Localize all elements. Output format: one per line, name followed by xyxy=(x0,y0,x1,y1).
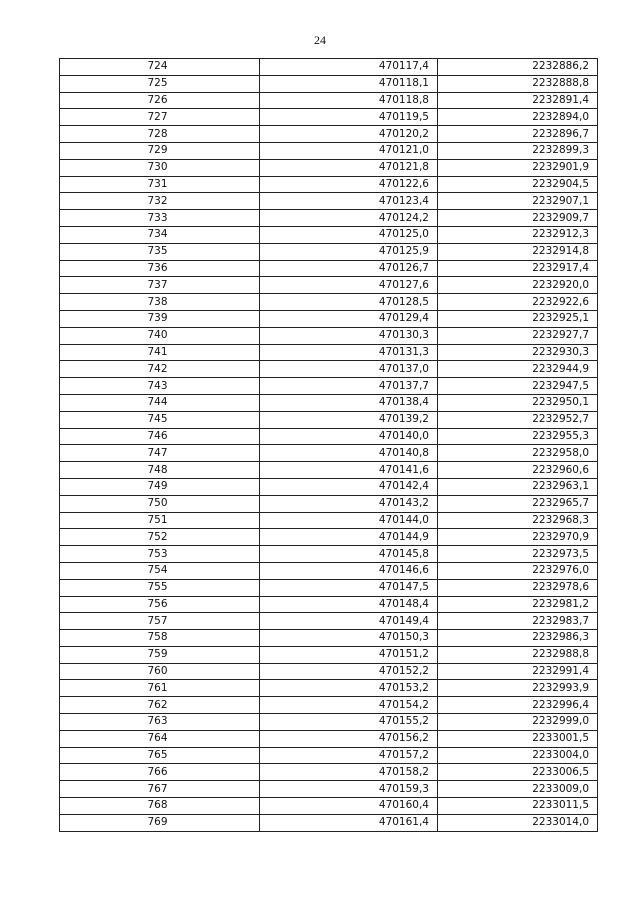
y-coordinate-cell: 2232912,3 xyxy=(438,226,598,243)
table-row xyxy=(60,59,598,76)
point-number-cell: 767 xyxy=(60,781,260,798)
y-coordinate-cell: 2232973,5 xyxy=(438,546,598,563)
table-row xyxy=(60,327,598,344)
point-number-cell: 729 xyxy=(60,142,260,159)
x-coordinate-cell: 470118,8 xyxy=(260,92,438,109)
coordinates-table-body xyxy=(60,59,598,832)
y-coordinate-cell: 2232930,3 xyxy=(438,344,598,361)
x-coordinate-cell: 470160,4 xyxy=(260,798,438,815)
x-coordinate-cell: 470126,7 xyxy=(260,260,438,277)
y-coordinate-cell: 2233001,5 xyxy=(438,730,598,747)
table-row xyxy=(60,176,598,193)
point-number-cell: 765 xyxy=(60,747,260,764)
table-row xyxy=(60,613,598,630)
x-coordinate-cell: 470125,9 xyxy=(260,243,438,260)
y-coordinate-cell: 2232909,7 xyxy=(438,210,598,227)
y-coordinate-cell: 2232999,0 xyxy=(438,714,598,731)
table-row xyxy=(60,92,598,109)
y-coordinate-cell: 2232981,2 xyxy=(438,596,598,613)
y-coordinate-cell: 2232996,4 xyxy=(438,697,598,714)
table-row xyxy=(60,193,598,210)
x-coordinate-cell: 470123,4 xyxy=(260,193,438,210)
x-coordinate-cell: 470154,2 xyxy=(260,697,438,714)
y-coordinate-cell: 2232907,1 xyxy=(438,193,598,210)
y-coordinate-cell: 2232950,1 xyxy=(438,394,598,411)
y-coordinate-cell: 2232888,8 xyxy=(438,75,598,92)
table-row xyxy=(60,798,598,815)
y-coordinate-cell: 2232927,7 xyxy=(438,327,598,344)
point-number-cell: 737 xyxy=(60,277,260,294)
point-number-cell: 735 xyxy=(60,243,260,260)
x-coordinate-cell: 470137,0 xyxy=(260,361,438,378)
y-coordinate-cell: 2232922,6 xyxy=(438,294,598,311)
point-number-cell: 747 xyxy=(60,445,260,462)
table-row xyxy=(60,529,598,546)
y-coordinate-cell: 2232891,4 xyxy=(438,92,598,109)
y-coordinate-cell: 2233011,5 xyxy=(438,798,598,815)
table-row xyxy=(60,730,598,747)
table-row xyxy=(60,394,598,411)
y-coordinate-cell: 2232965,7 xyxy=(438,495,598,512)
table-row xyxy=(60,142,598,159)
table-row xyxy=(60,646,598,663)
table-row xyxy=(60,361,598,378)
point-number-cell: 746 xyxy=(60,428,260,445)
point-number-cell: 728 xyxy=(60,126,260,143)
y-coordinate-cell: 2233004,0 xyxy=(438,747,598,764)
y-coordinate-cell: 2233009,0 xyxy=(438,781,598,798)
y-coordinate-cell: 2232960,6 xyxy=(438,462,598,479)
y-coordinate-cell: 2232993,9 xyxy=(438,680,598,697)
table-row xyxy=(60,75,598,92)
point-number-cell: 760 xyxy=(60,663,260,680)
x-coordinate-cell: 470124,2 xyxy=(260,210,438,227)
y-coordinate-cell: 2232978,6 xyxy=(438,579,598,596)
y-coordinate-cell: 2232914,8 xyxy=(438,243,598,260)
table-row xyxy=(60,344,598,361)
coordinates-table xyxy=(59,58,598,832)
y-coordinate-cell: 2232983,7 xyxy=(438,613,598,630)
table-row xyxy=(60,109,598,126)
y-coordinate-cell: 2232894,0 xyxy=(438,109,598,126)
x-coordinate-cell: 470153,2 xyxy=(260,680,438,697)
point-number-cell: 762 xyxy=(60,697,260,714)
y-coordinate-cell: 2232991,4 xyxy=(438,663,598,680)
point-number-cell: 743 xyxy=(60,378,260,395)
point-number-cell: 725 xyxy=(60,75,260,92)
table-row xyxy=(60,411,598,428)
x-coordinate-cell: 470128,5 xyxy=(260,294,438,311)
point-number-cell: 731 xyxy=(60,176,260,193)
table-row xyxy=(60,159,598,176)
x-coordinate-cell: 470118,1 xyxy=(260,75,438,92)
x-coordinate-cell: 470144,0 xyxy=(260,512,438,529)
x-coordinate-cell: 470161,4 xyxy=(260,814,438,831)
y-coordinate-cell: 2232986,3 xyxy=(438,630,598,647)
table-row xyxy=(60,445,598,462)
y-coordinate-cell: 2232963,1 xyxy=(438,478,598,495)
x-coordinate-cell: 470145,8 xyxy=(260,546,438,563)
x-coordinate-cell: 470150,3 xyxy=(260,630,438,647)
point-number-cell: 734 xyxy=(60,226,260,243)
x-coordinate-cell: 470144,9 xyxy=(260,529,438,546)
x-coordinate-cell: 470148,4 xyxy=(260,596,438,613)
x-coordinate-cell: 470127,6 xyxy=(260,277,438,294)
y-coordinate-cell: 2232988,8 xyxy=(438,646,598,663)
point-number-cell: 742 xyxy=(60,361,260,378)
y-coordinate-cell: 2232899,3 xyxy=(438,142,598,159)
y-coordinate-cell: 2232976,0 xyxy=(438,562,598,579)
table-row xyxy=(60,126,598,143)
x-coordinate-cell: 470146,6 xyxy=(260,562,438,579)
point-number-cell: 759 xyxy=(60,646,260,663)
x-coordinate-cell: 470156,2 xyxy=(260,730,438,747)
table-row xyxy=(60,630,598,647)
point-number-cell: 750 xyxy=(60,495,260,512)
point-number-cell: 764 xyxy=(60,730,260,747)
point-number-cell: 730 xyxy=(60,159,260,176)
x-coordinate-cell: 470137,7 xyxy=(260,378,438,395)
table-row xyxy=(60,277,598,294)
y-coordinate-cell: 2232901,9 xyxy=(438,159,598,176)
y-coordinate-cell: 2232952,7 xyxy=(438,411,598,428)
x-coordinate-cell: 470152,2 xyxy=(260,663,438,680)
y-coordinate-cell: 2232968,3 xyxy=(438,512,598,529)
table-row xyxy=(60,243,598,260)
x-coordinate-cell: 470141,6 xyxy=(260,462,438,479)
point-number-cell: 754 xyxy=(60,562,260,579)
table-row xyxy=(60,428,598,445)
table-row xyxy=(60,512,598,529)
point-number-cell: 761 xyxy=(60,680,260,697)
point-number-cell: 724 xyxy=(60,59,260,76)
x-coordinate-cell: 470139,2 xyxy=(260,411,438,428)
y-coordinate-cell: 2233014,0 xyxy=(438,814,598,831)
table-row xyxy=(60,764,598,781)
table-row xyxy=(60,814,598,831)
point-number-cell: 751 xyxy=(60,512,260,529)
x-coordinate-cell: 470142,4 xyxy=(260,478,438,495)
table-row xyxy=(60,462,598,479)
point-number-cell: 733 xyxy=(60,210,260,227)
x-coordinate-cell: 470131,3 xyxy=(260,344,438,361)
point-number-cell: 740 xyxy=(60,327,260,344)
table-row xyxy=(60,562,598,579)
point-number-cell: 726 xyxy=(60,92,260,109)
point-number-cell: 744 xyxy=(60,394,260,411)
x-coordinate-cell: 470125,0 xyxy=(260,226,438,243)
table-row xyxy=(60,478,598,495)
page-number: 24 xyxy=(314,33,326,47)
point-number-cell: 756 xyxy=(60,596,260,613)
table-row xyxy=(60,546,598,563)
x-coordinate-cell: 470158,2 xyxy=(260,764,438,781)
table-row xyxy=(60,495,598,512)
point-number-cell: 732 xyxy=(60,193,260,210)
point-number-cell: 766 xyxy=(60,764,260,781)
x-coordinate-cell: 470120,2 xyxy=(260,126,438,143)
point-number-cell: 769 xyxy=(60,814,260,831)
x-coordinate-cell: 470140,0 xyxy=(260,428,438,445)
x-coordinate-cell: 470140,8 xyxy=(260,445,438,462)
point-number-cell: 739 xyxy=(60,310,260,327)
table-row xyxy=(60,378,598,395)
point-number-cell: 763 xyxy=(60,714,260,731)
point-number-cell: 736 xyxy=(60,260,260,277)
table-row xyxy=(60,747,598,764)
point-number-cell: 752 xyxy=(60,529,260,546)
x-coordinate-cell: 470117,4 xyxy=(260,59,438,76)
table-row xyxy=(60,226,598,243)
y-coordinate-cell: 2232947,5 xyxy=(438,378,598,395)
table-row xyxy=(60,294,598,311)
x-coordinate-cell: 470147,5 xyxy=(260,579,438,596)
x-coordinate-cell: 470119,5 xyxy=(260,109,438,126)
y-coordinate-cell: 2232920,0 xyxy=(438,277,598,294)
y-coordinate-cell: 2232896,7 xyxy=(438,126,598,143)
point-number-cell: 768 xyxy=(60,798,260,815)
point-number-cell: 753 xyxy=(60,546,260,563)
table-row xyxy=(60,579,598,596)
table-row xyxy=(60,310,598,327)
x-coordinate-cell: 470121,0 xyxy=(260,142,438,159)
table-row xyxy=(60,781,598,798)
x-coordinate-cell: 470129,4 xyxy=(260,310,438,327)
y-coordinate-cell: 2233006,5 xyxy=(438,764,598,781)
table-row xyxy=(60,210,598,227)
x-coordinate-cell: 470151,2 xyxy=(260,646,438,663)
y-coordinate-cell: 2232925,1 xyxy=(438,310,598,327)
point-number-cell: 727 xyxy=(60,109,260,126)
x-coordinate-cell: 470157,2 xyxy=(260,747,438,764)
table-row xyxy=(60,697,598,714)
y-coordinate-cell: 2232958,0 xyxy=(438,445,598,462)
x-coordinate-cell: 470138,4 xyxy=(260,394,438,411)
x-coordinate-cell: 470143,2 xyxy=(260,495,438,512)
x-coordinate-cell: 470121,8 xyxy=(260,159,438,176)
x-coordinate-cell: 470155,2 xyxy=(260,714,438,731)
y-coordinate-cell: 2232955,3 xyxy=(438,428,598,445)
point-number-cell: 741 xyxy=(60,344,260,361)
table-row xyxy=(60,260,598,277)
x-coordinate-cell: 470122,6 xyxy=(260,176,438,193)
point-number-cell: 757 xyxy=(60,613,260,630)
x-coordinate-cell: 470159,3 xyxy=(260,781,438,798)
table-row xyxy=(60,714,598,731)
x-coordinate-cell: 470130,3 xyxy=(260,327,438,344)
y-coordinate-cell: 2232944,9 xyxy=(438,361,598,378)
point-number-cell: 738 xyxy=(60,294,260,311)
y-coordinate-cell: 2232970,9 xyxy=(438,529,598,546)
table-row xyxy=(60,680,598,697)
y-coordinate-cell: 2232904,5 xyxy=(438,176,598,193)
y-coordinate-cell: 2232917,4 xyxy=(438,260,598,277)
table-row xyxy=(60,663,598,680)
x-coordinate-cell: 470149,4 xyxy=(260,613,438,630)
y-coordinate-cell: 2232886,2 xyxy=(438,59,598,76)
point-number-cell: 749 xyxy=(60,478,260,495)
point-number-cell: 755 xyxy=(60,579,260,596)
point-number-cell: 745 xyxy=(60,411,260,428)
point-number-cell: 748 xyxy=(60,462,260,479)
point-number-cell: 758 xyxy=(60,630,260,647)
table-row xyxy=(60,596,598,613)
